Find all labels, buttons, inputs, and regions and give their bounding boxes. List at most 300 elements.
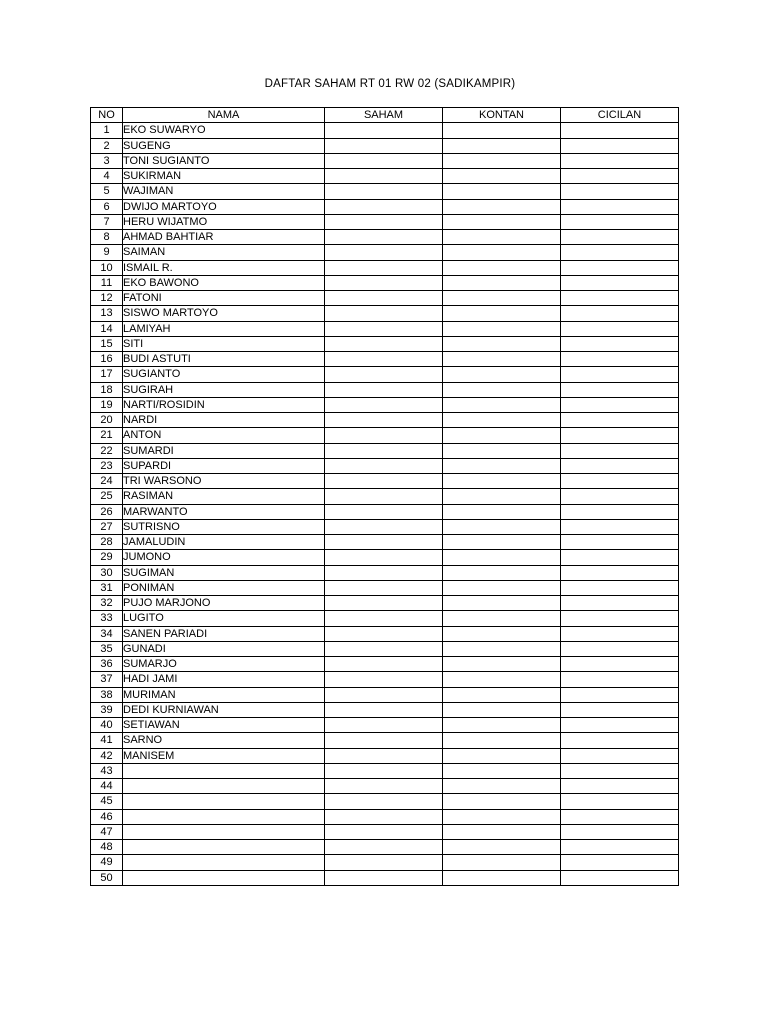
- row-number: 34: [91, 626, 123, 641]
- cicilan-cell: [561, 352, 679, 367]
- row-number: 18: [91, 382, 123, 397]
- saham-cell: [325, 489, 443, 504]
- kontan-cell: [443, 123, 561, 138]
- saham-cell: [325, 291, 443, 306]
- row-name: TONI SUGIANTO: [123, 153, 325, 168]
- row-number: 40: [91, 718, 123, 733]
- table-body: [91, 123, 679, 886]
- saham-cell: [325, 413, 443, 428]
- row-name: SUMARDI: [123, 443, 325, 458]
- kontan-cell: [443, 352, 561, 367]
- saham-cell: [325, 245, 443, 260]
- table-row: [91, 794, 679, 809]
- row-number: 12: [91, 291, 123, 306]
- row-number: 6: [91, 199, 123, 214]
- saham-cell: [325, 397, 443, 412]
- cicilan-cell: [561, 382, 679, 397]
- document-title: DAFTAR SAHAM RT 01 RW 02 (SADIKAMPIR): [264, 78, 516, 90]
- cicilan-cell: [561, 397, 679, 412]
- table-row: [91, 214, 679, 229]
- kontan-cell: [443, 169, 561, 184]
- cicilan-cell: [561, 672, 679, 687]
- kontan-cell: [443, 718, 561, 733]
- saham-cell: [325, 519, 443, 534]
- table-row: [91, 596, 679, 611]
- row-name: SUGIRAH: [123, 382, 325, 397]
- kontan-cell: [443, 779, 561, 794]
- table-row: [91, 275, 679, 290]
- row-number: 25: [91, 489, 123, 504]
- saham-cell: [325, 321, 443, 336]
- row-number: 45: [91, 794, 123, 809]
- saham-cell: [325, 367, 443, 382]
- row-number: 31: [91, 580, 123, 595]
- row-name: [123, 870, 325, 885]
- kontan-cell: [443, 596, 561, 611]
- row-name: SUTRISNO: [123, 519, 325, 534]
- table-row: [91, 855, 679, 870]
- row-number: 5: [91, 184, 123, 199]
- row-number: 14: [91, 321, 123, 336]
- kontan-cell: [443, 763, 561, 778]
- kontan-cell: [443, 489, 561, 504]
- row-number: 44: [91, 779, 123, 794]
- column-header-kontan: KONTAN: [443, 108, 561, 123]
- cicilan-cell: [561, 657, 679, 672]
- row-name: EKO BAWONO: [123, 275, 325, 290]
- kontan-cell: [443, 321, 561, 336]
- cicilan-cell: [561, 138, 679, 153]
- kontan-cell: [443, 809, 561, 824]
- saham-cell: [325, 840, 443, 855]
- saham-cell: [325, 870, 443, 885]
- saham-cell: [325, 443, 443, 458]
- row-number: 13: [91, 306, 123, 321]
- saham-cell: [325, 596, 443, 611]
- kontan-cell: [443, 306, 561, 321]
- row-number: 27: [91, 519, 123, 534]
- kontan-cell: [443, 535, 561, 550]
- column-header-saham: SAHAM: [325, 108, 443, 123]
- saham-cell: [325, 626, 443, 641]
- row-number: 49: [91, 855, 123, 870]
- cicilan-cell: [561, 474, 679, 489]
- row-number: 38: [91, 687, 123, 702]
- row-name: NARDI: [123, 413, 325, 428]
- row-name: SITI: [123, 336, 325, 351]
- shareholder-table: [90, 107, 679, 886]
- row-name: SUPARDI: [123, 458, 325, 473]
- row-name: SUKIRMAN: [123, 169, 325, 184]
- kontan-cell: [443, 733, 561, 748]
- row-name: SETIAWAN: [123, 718, 325, 733]
- row-name: BUDI ASTUTI: [123, 352, 325, 367]
- kontan-cell: [443, 291, 561, 306]
- table-row: [91, 230, 679, 245]
- row-number: 41: [91, 733, 123, 748]
- kontan-cell: [443, 641, 561, 656]
- cicilan-cell: [561, 535, 679, 550]
- cicilan-cell: [561, 611, 679, 626]
- row-name: [123, 824, 325, 839]
- table-row: [91, 443, 679, 458]
- row-number: 33: [91, 611, 123, 626]
- cicilan-cell: [561, 580, 679, 595]
- saham-cell: [325, 733, 443, 748]
- saham-cell: [325, 657, 443, 672]
- row-number: 7: [91, 214, 123, 229]
- table-row: [91, 321, 679, 336]
- saham-cell: [325, 550, 443, 565]
- cicilan-cell: [561, 626, 679, 641]
- cicilan-cell: [561, 230, 679, 245]
- kontan-cell: [443, 748, 561, 763]
- table-row: [91, 123, 679, 138]
- kontan-cell: [443, 428, 561, 443]
- cicilan-cell: [561, 504, 679, 519]
- kontan-cell: [443, 474, 561, 489]
- saham-cell: [325, 169, 443, 184]
- saham-cell: [325, 306, 443, 321]
- saham-cell: [325, 641, 443, 656]
- saham-cell: [325, 718, 443, 733]
- row-name: LAMIYAH: [123, 321, 325, 336]
- cicilan-cell: [561, 840, 679, 855]
- row-name: SISWO MARTOYO: [123, 306, 325, 321]
- saham-cell: [325, 230, 443, 245]
- row-number: 11: [91, 275, 123, 290]
- row-name: [123, 855, 325, 870]
- row-number: 3: [91, 153, 123, 168]
- row-number: 36: [91, 657, 123, 672]
- row-name: SAIMAN: [123, 245, 325, 260]
- row-name: SUGIMAN: [123, 565, 325, 580]
- kontan-cell: [443, 565, 561, 580]
- cicilan-cell: [561, 809, 679, 824]
- kontan-cell: [443, 626, 561, 641]
- cicilan-cell: [561, 169, 679, 184]
- saham-cell: [325, 779, 443, 794]
- cicilan-cell: [561, 321, 679, 336]
- kontan-cell: [443, 458, 561, 473]
- table-row: [91, 809, 679, 824]
- cicilan-cell: [561, 687, 679, 702]
- cicilan-cell: [561, 794, 679, 809]
- cicilan-cell: [561, 199, 679, 214]
- table-row: [91, 840, 679, 855]
- row-number: 23: [91, 458, 123, 473]
- kontan-cell: [443, 260, 561, 275]
- saham-cell: [325, 580, 443, 595]
- table-row: [91, 672, 679, 687]
- row-name: PONIMAN: [123, 580, 325, 595]
- saham-cell: [325, 748, 443, 763]
- kontan-cell: [443, 230, 561, 245]
- cicilan-cell: [561, 565, 679, 580]
- row-name: NARTI/ROSIDIN: [123, 397, 325, 412]
- table-row: [91, 580, 679, 595]
- row-name: GUNADI: [123, 641, 325, 656]
- table-row: [91, 626, 679, 641]
- row-number: 47: [91, 824, 123, 839]
- row-name: TRI WARSONO: [123, 474, 325, 489]
- table-row: [91, 489, 679, 504]
- row-name: [123, 809, 325, 824]
- kontan-cell: [443, 519, 561, 534]
- table-row: [91, 687, 679, 702]
- saham-cell: [325, 153, 443, 168]
- row-name: EKO SUWARYO: [123, 123, 325, 138]
- table-row: [91, 336, 679, 351]
- kontan-cell: [443, 336, 561, 351]
- saham-cell: [325, 458, 443, 473]
- saham-cell: [325, 138, 443, 153]
- table-row: [91, 702, 679, 717]
- row-number: 19: [91, 397, 123, 412]
- saham-cell: [325, 275, 443, 290]
- row-number: 1: [91, 123, 123, 138]
- table-row: [91, 779, 679, 794]
- kontan-cell: [443, 413, 561, 428]
- row-number: 35: [91, 641, 123, 656]
- row-name: [123, 840, 325, 855]
- row-name: JAMALUDIN: [123, 535, 325, 550]
- table-row: [91, 169, 679, 184]
- row-number: 20: [91, 413, 123, 428]
- row-name: ISMAIL R.: [123, 260, 325, 275]
- row-name: SARNO: [123, 733, 325, 748]
- kontan-cell: [443, 611, 561, 626]
- kontan-cell: [443, 855, 561, 870]
- saham-cell: [325, 382, 443, 397]
- table-row: [91, 565, 679, 580]
- table-row: [91, 748, 679, 763]
- kontan-cell: [443, 443, 561, 458]
- cicilan-cell: [561, 153, 679, 168]
- table-row: [91, 199, 679, 214]
- kontan-cell: [443, 794, 561, 809]
- row-name: ANTON: [123, 428, 325, 443]
- row-name: SUGIANTO: [123, 367, 325, 382]
- table-row: [91, 306, 679, 321]
- table-row: [91, 641, 679, 656]
- table-row: [91, 367, 679, 382]
- row-name: SUMARJO: [123, 657, 325, 672]
- saham-cell: [325, 794, 443, 809]
- saham-cell: [325, 687, 443, 702]
- row-name: HADI JAMI: [123, 672, 325, 687]
- row-name: HERU WIJATMO: [123, 214, 325, 229]
- row-name: [123, 763, 325, 778]
- row-name: MURIMAN: [123, 687, 325, 702]
- cicilan-cell: [561, 641, 679, 656]
- row-number: 10: [91, 260, 123, 275]
- kontan-cell: [443, 397, 561, 412]
- row-name: PUJO MARJONO: [123, 596, 325, 611]
- table-row: [91, 138, 679, 153]
- cicilan-cell: [561, 214, 679, 229]
- kontan-cell: [443, 580, 561, 595]
- table-row: [91, 413, 679, 428]
- kontan-cell: [443, 382, 561, 397]
- saham-cell: [325, 672, 443, 687]
- saham-cell: [325, 214, 443, 229]
- row-number: 4: [91, 169, 123, 184]
- kontan-cell: [443, 367, 561, 382]
- row-number: 17: [91, 367, 123, 382]
- table-row: [91, 824, 679, 839]
- row-number: 2: [91, 138, 123, 153]
- cicilan-cell: [561, 748, 679, 763]
- cicilan-cell: [561, 428, 679, 443]
- cicilan-cell: [561, 413, 679, 428]
- table-row: [91, 718, 679, 733]
- row-number: 50: [91, 870, 123, 885]
- saham-cell: [325, 260, 443, 275]
- row-number: 16: [91, 352, 123, 367]
- table-row: [91, 260, 679, 275]
- cicilan-cell: [561, 443, 679, 458]
- row-name: MARWANTO: [123, 504, 325, 519]
- row-number: 26: [91, 504, 123, 519]
- kontan-cell: [443, 153, 561, 168]
- row-number: 39: [91, 702, 123, 717]
- table-row: [91, 245, 679, 260]
- row-number: 43: [91, 763, 123, 778]
- kontan-cell: [443, 138, 561, 153]
- cicilan-cell: [561, 260, 679, 275]
- row-number: 8: [91, 230, 123, 245]
- row-name: SUGENG: [123, 138, 325, 153]
- table-row: [91, 428, 679, 443]
- row-name: DWIJO MARTOYO: [123, 199, 325, 214]
- row-number: 37: [91, 672, 123, 687]
- row-name: SANEN PARIADI: [123, 626, 325, 641]
- kontan-cell: [443, 550, 561, 565]
- row-number: 29: [91, 550, 123, 565]
- row-name: [123, 794, 325, 809]
- row-number: 21: [91, 428, 123, 443]
- table-row: [91, 504, 679, 519]
- table-header-row: [91, 108, 679, 123]
- table-row: [91, 657, 679, 672]
- kontan-cell: [443, 199, 561, 214]
- saham-cell: [325, 855, 443, 870]
- saham-cell: [325, 123, 443, 138]
- cicilan-cell: [561, 718, 679, 733]
- cicilan-cell: [561, 458, 679, 473]
- kontan-cell: [443, 824, 561, 839]
- row-name: [123, 779, 325, 794]
- row-number: 30: [91, 565, 123, 580]
- kontan-cell: [443, 245, 561, 260]
- table-row: [91, 611, 679, 626]
- cicilan-cell: [561, 824, 679, 839]
- row-name: RASIMAN: [123, 489, 325, 504]
- table-row: [91, 870, 679, 885]
- cicilan-cell: [561, 702, 679, 717]
- row-number: 22: [91, 443, 123, 458]
- cicilan-cell: [561, 489, 679, 504]
- row-number: 46: [91, 809, 123, 824]
- cicilan-cell: [561, 245, 679, 260]
- table-row: [91, 535, 679, 550]
- cicilan-cell: [561, 733, 679, 748]
- table-row: [91, 763, 679, 778]
- saham-cell: [325, 809, 443, 824]
- cicilan-cell: [561, 550, 679, 565]
- saham-cell: [325, 352, 443, 367]
- saham-cell: [325, 504, 443, 519]
- row-name: WAJIMAN: [123, 184, 325, 199]
- saham-cell: [325, 565, 443, 580]
- saham-cell: [325, 535, 443, 550]
- row-number: 32: [91, 596, 123, 611]
- cicilan-cell: [561, 870, 679, 885]
- row-number: 24: [91, 474, 123, 489]
- kontan-cell: [443, 214, 561, 229]
- table-row: [91, 291, 679, 306]
- table-row: [91, 397, 679, 412]
- cicilan-cell: [561, 779, 679, 794]
- table-row: [91, 550, 679, 565]
- table-row: [91, 352, 679, 367]
- row-number: 15: [91, 336, 123, 351]
- cicilan-cell: [561, 596, 679, 611]
- kontan-cell: [443, 687, 561, 702]
- cicilan-cell: [561, 367, 679, 382]
- table-row: [91, 474, 679, 489]
- column-header-no: NO: [91, 108, 123, 123]
- cicilan-cell: [561, 306, 679, 321]
- kontan-cell: [443, 840, 561, 855]
- saham-cell: [325, 702, 443, 717]
- row-name: FATONI: [123, 291, 325, 306]
- row-name: AHMAD BAHTIAR: [123, 230, 325, 245]
- kontan-cell: [443, 870, 561, 885]
- saham-cell: [325, 199, 443, 214]
- table-row: [91, 733, 679, 748]
- cicilan-cell: [561, 336, 679, 351]
- column-header-nama: NAMA: [123, 108, 325, 123]
- saham-cell: [325, 824, 443, 839]
- table-row: [91, 153, 679, 168]
- table-row: [91, 184, 679, 199]
- row-name: JUMONO: [123, 550, 325, 565]
- table-row: [91, 382, 679, 397]
- kontan-cell: [443, 504, 561, 519]
- row-number: 42: [91, 748, 123, 763]
- table-row: [91, 458, 679, 473]
- cicilan-cell: [561, 275, 679, 290]
- kontan-cell: [443, 702, 561, 717]
- kontan-cell: [443, 657, 561, 672]
- cicilan-cell: [561, 519, 679, 534]
- row-number: 48: [91, 840, 123, 855]
- saham-cell: [325, 184, 443, 199]
- cicilan-cell: [561, 291, 679, 306]
- cicilan-cell: [561, 123, 679, 138]
- row-number: 28: [91, 535, 123, 550]
- saham-cell: [325, 763, 443, 778]
- saham-cell: [325, 336, 443, 351]
- kontan-cell: [443, 672, 561, 687]
- kontan-cell: [443, 275, 561, 290]
- row-name: DEDI KURNIAWAN: [123, 702, 325, 717]
- cicilan-cell: [561, 184, 679, 199]
- column-header-cicilan: CICILAN: [561, 108, 679, 123]
- cicilan-cell: [561, 855, 679, 870]
